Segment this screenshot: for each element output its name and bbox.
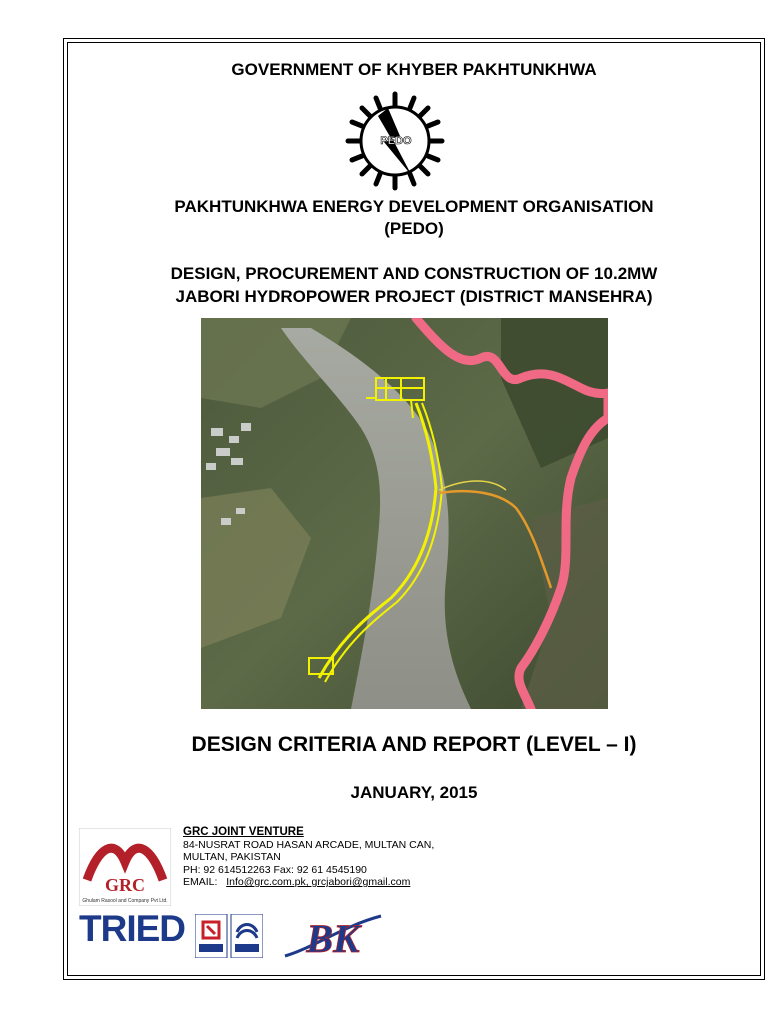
report-date: JANUARY, 2015 (350, 783, 478, 802)
hydrochina-text-bar (235, 944, 259, 952)
pedo-emblem-icon (340, 86, 450, 196)
consultant-contact-block (183, 826, 434, 889)
bk-logo (283, 908, 383, 962)
report-title: DESIGN CRITERIA AND REPORT (LEVEL – I) (191, 733, 637, 756)
project-title (67, 262, 761, 308)
project-satellite-image (201, 318, 608, 709)
consultant-email-row (183, 876, 434, 889)
grc-logo-text: GRC (105, 875, 145, 895)
consultant-name: GRC JOINT VENTURE (183, 826, 304, 838)
consultant-email-label: EMAIL: (183, 876, 218, 888)
consultant-phone: PH: 92 614512263 Fax: 92 61 4545190 (183, 863, 367, 876)
project-line-1: DESIGN, PROCUREMENT AND CONSTRUCTION OF 10.2MW (170, 264, 658, 283)
partner-cn-logos (195, 914, 263, 958)
organisation-line-1: PAKHTUNKHWA ENERGY DEVELOPMENT ORGANISATION (174, 197, 654, 216)
pedo-emblem-text: PEDO (380, 135, 412, 147)
government-title: GOVERNMENT OF KHYBER PAKHTUNKHWA (231, 60, 597, 79)
organisation-title (67, 196, 761, 240)
powerchina-text-bar (199, 944, 223, 952)
consultant-email-link[interactable]: Info@grc.com.pk, grcjabori@gmail.com (226, 876, 411, 888)
tried-logo: TRIED (79, 908, 185, 949)
grc-logo (79, 828, 171, 906)
project-line-2: JABORI HYDROPOWER PROJECT (DISTRICT MANSEHRA) (175, 287, 653, 306)
consultant-address-line-1: 84-NUSRAT ROAD HASAN ARCADE, MULTAN CAN, (183, 838, 435, 851)
bk-logo-text: BK (306, 916, 360, 961)
organisation-line-2: (PEDO) (384, 219, 444, 238)
consultant-address-line-2: MULTAN, PAKISTAN (183, 851, 281, 863)
grc-tagline: Ghulam Rasool and Company Pvt Ltd. (82, 898, 168, 904)
